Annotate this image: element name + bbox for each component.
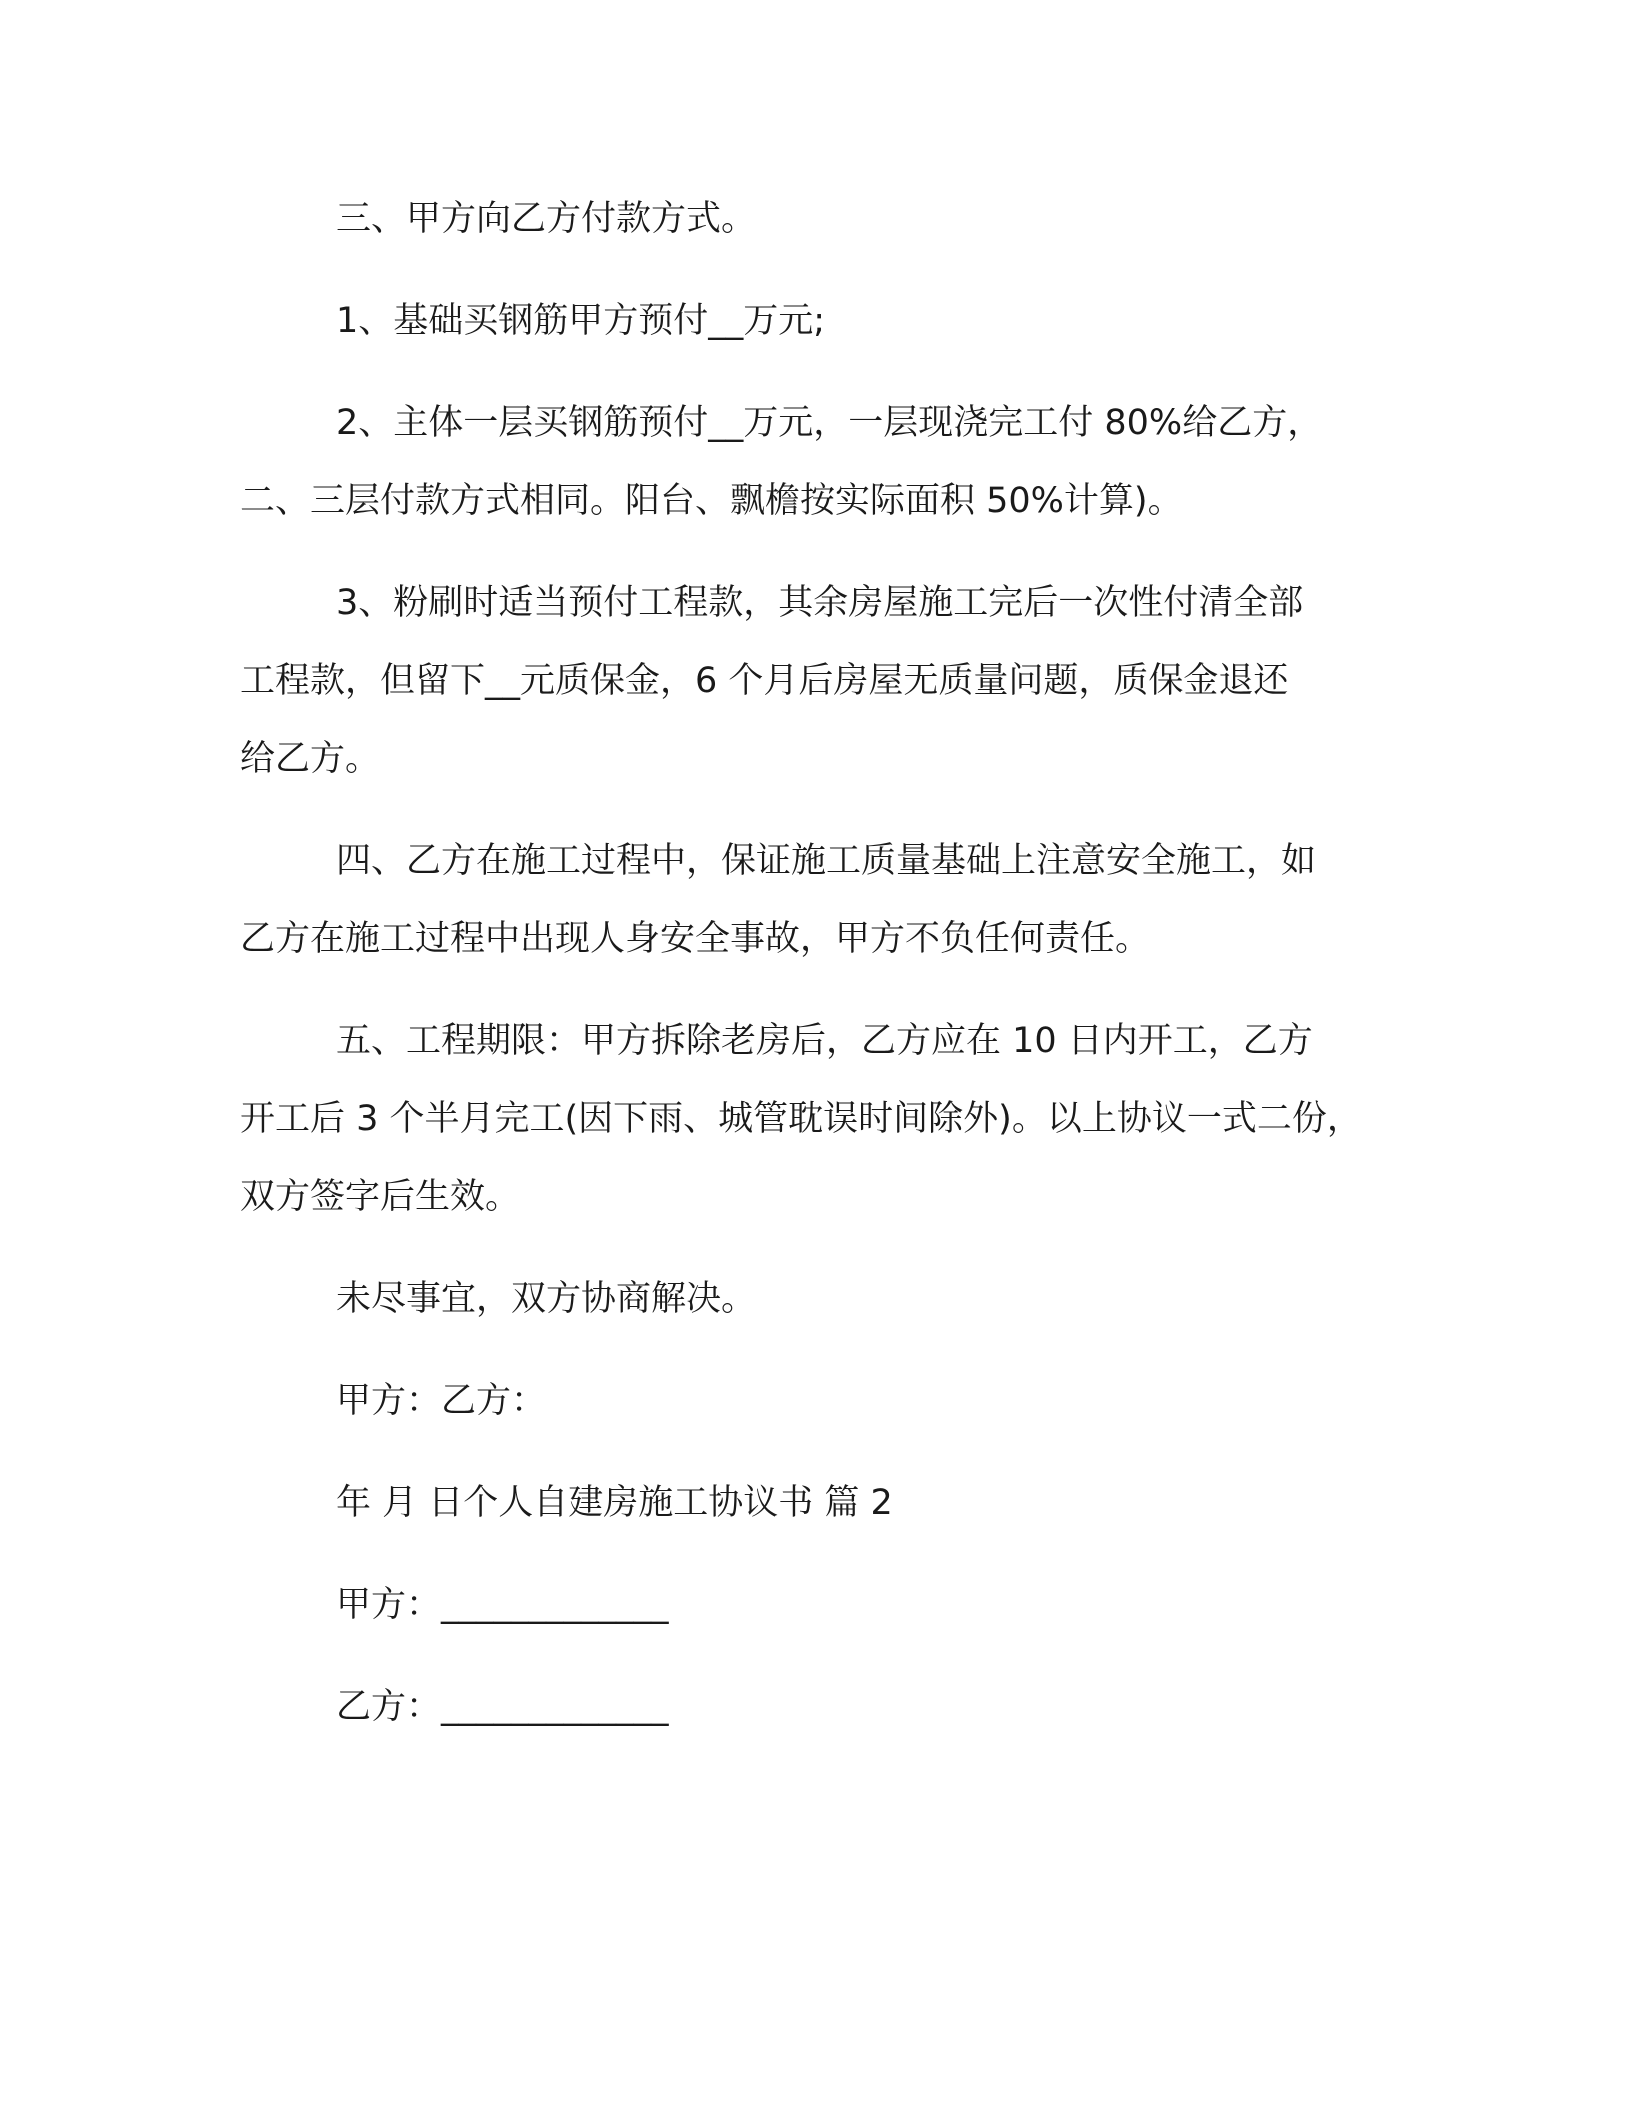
party-a-field: [240, 1566, 1430, 1644]
section-heading-payment: [240, 180, 1430, 258]
text-line: 乙方：_____________: [336, 1687, 669, 1727]
text-line: 甲方：_____________: [336, 1585, 669, 1625]
date-and-title-part-2: [240, 1464, 1430, 1542]
text-line: 2、主体一层买钢筋预付__万元，一层现浇完工付 80%给乙方，: [336, 403, 1323, 443]
party-b-field: [240, 1668, 1430, 1746]
text-line: 年 月 日个人自建房施工协议书 篇 2: [336, 1483, 893, 1523]
paragraph-unresolved-matters: [240, 1260, 1430, 1338]
text-line: 五、工程期限：甲方拆除老房后，乙方应在 10 日内开工，乙方: [336, 1021, 1313, 1061]
paragraph-item-3: [240, 564, 1430, 798]
section-heading-duration: [240, 1002, 1430, 1236]
text-line: 乙方在施工过程中出现人身安全事故，甲方不负任何责任。: [240, 919, 1151, 959]
signature-parties: [240, 1362, 1430, 1440]
text-line: 甲方：乙方：: [336, 1381, 547, 1421]
text-line: 给乙方。: [240, 739, 381, 779]
text-line: 工程款，但留下__元质保金，6 个月后房屋无质量问题，质保金退还: [240, 661, 1289, 701]
text-line: 四、乙方在施工过程中，保证施工质量基础上注意安全施工，如: [336, 841, 1317, 881]
text-line: 双方签字后生效。: [240, 1177, 521, 1217]
text-line: 二、三层付款方式相同。阳台、飘檐按实际面积 50%计算)。: [240, 481, 1183, 521]
text-line: 3、粉刷时适当预付工程款，其余房屋施工完后一次性付清全部: [336, 583, 1304, 623]
paragraph-item-1: [240, 282, 1430, 360]
text-line: 开工后 3 个半月完工(因下雨、城管耽误时间除外)。以上协议一式二份，: [240, 1099, 1362, 1139]
text-line: 三、甲方向乙方付款方式。: [336, 199, 757, 239]
section-heading-safety: [240, 822, 1430, 978]
text-line: 1、基础买钢筋甲方预付__万元;: [336, 301, 826, 341]
paragraph-item-2: [240, 384, 1430, 540]
text-line: 未尽事宜，双方协商解决。: [336, 1279, 757, 1319]
